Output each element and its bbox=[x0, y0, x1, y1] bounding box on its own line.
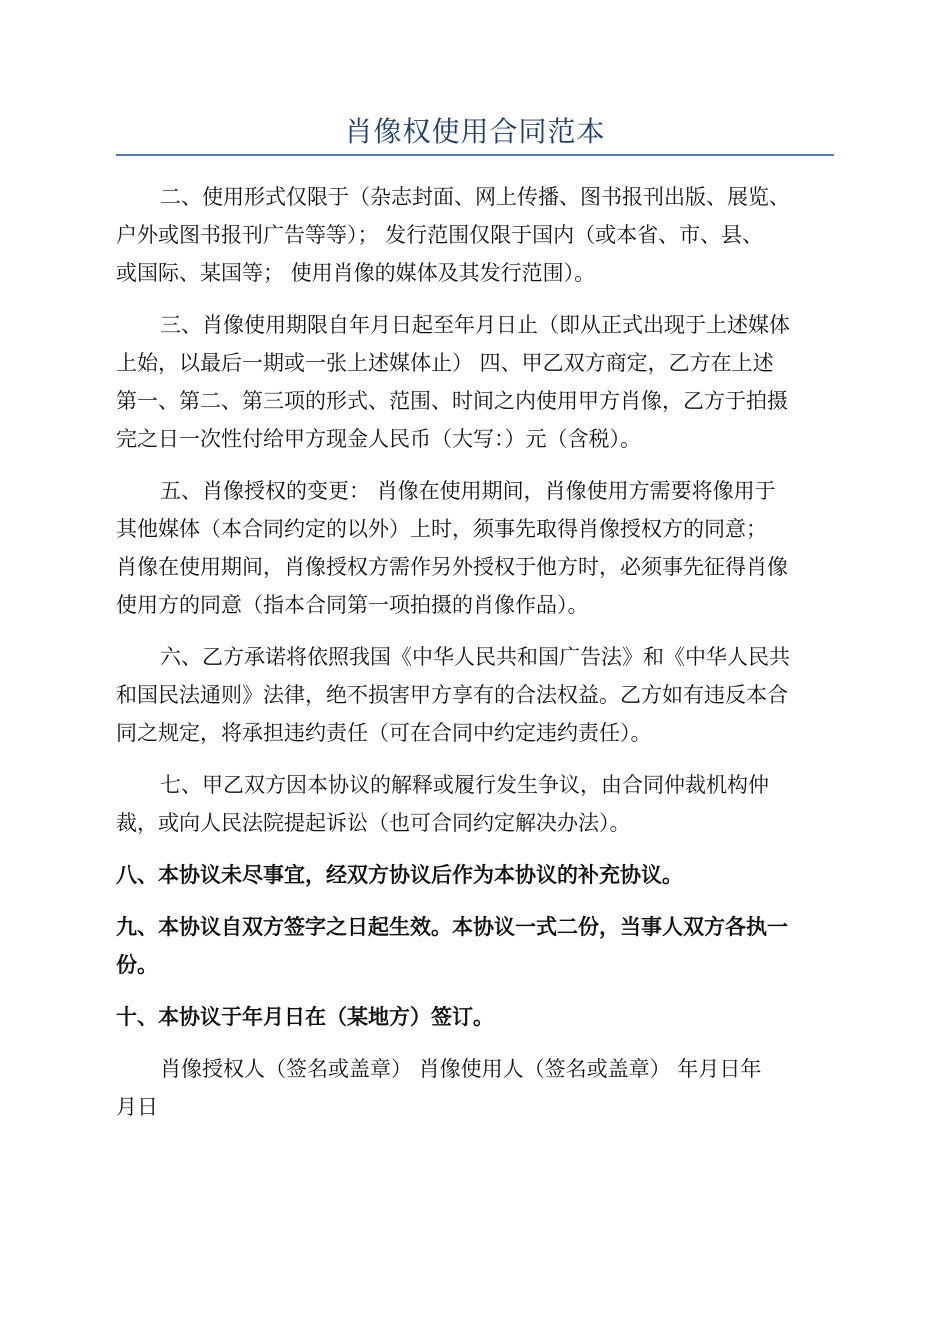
clause-6-line-3: 同之规定，将承担违约责任（可在合同中约定违约责任）。 bbox=[116, 721, 652, 745]
clause-5-line-2: 其他媒体（本合同约定的以外）上时，须事先取得肖像授权方的同意； bbox=[116, 517, 767, 541]
clause-6-line-2: 和国民法通则》法律，绝不损害甲方享有的合法权益。乙方如有违反本合 bbox=[116, 683, 788, 707]
title-underline bbox=[116, 154, 834, 156]
clause-6-paragraph bbox=[116, 638, 834, 752]
clause-5-line-4: 使用方的同意（指本合同第一项拍摄的肖像作品）。 bbox=[116, 593, 589, 617]
clause-3-line-1: 三、肖像使用期限自年月日起至年月日止（即从正式出现于上述媒体 bbox=[160, 313, 790, 337]
signature-line-1: 肖像授权人（签名或盖章） 肖像使用人（签名或盖章） 年月日年 bbox=[160, 1057, 762, 1081]
document-title: 肖像权使用合同范本 bbox=[344, 115, 606, 148]
clause-9-line-1: 九、本协议自双方签字之日起生效。本协议一式二份，当事人双方各执一 bbox=[116, 915, 788, 939]
clause-8-line-1: 八、本协议未尽事宜，经双方协议后作为本协议的补充协议。 bbox=[116, 863, 683, 887]
clause-7-paragraph bbox=[116, 766, 834, 842]
clause-9-line-2: 份。 bbox=[116, 953, 158, 977]
signature-paragraph bbox=[116, 1050, 834, 1126]
clause-10-line-1: 十、本协议于年月日在（某地方）签订。 bbox=[116, 1005, 494, 1029]
clause-2-paragraph bbox=[116, 178, 834, 292]
clause-5-paragraph bbox=[116, 472, 834, 624]
clause-3-line-4: 完之日一次性付给甲方现金人民币（大写：）元（含税）。 bbox=[116, 427, 641, 451]
signature-line-2: 月日 bbox=[116, 1095, 158, 1119]
document-page bbox=[116, 0, 834, 1126]
clause-8-paragraph bbox=[116, 856, 834, 894]
clause-2-line-1: 二、使用形式仅限于（杂志封面、网上传播、图书报刊出版、展览、 bbox=[160, 185, 790, 209]
clause-5-line-1: 五、肖像授权的变更： 肖像在使用期间，肖像使用方需要将像用于 bbox=[160, 479, 776, 503]
clause-10-paragraph bbox=[116, 998, 834, 1036]
clause-2-line-3: 或国际、某国等； 使用肖像的媒体及其发行范围）。 bbox=[116, 261, 596, 285]
clause-3-4-paragraph bbox=[116, 306, 834, 458]
clause-2-line-2: 户外或图书报刊广告等等）； 发行范围仅限于国内（或本省、市、县、 bbox=[116, 223, 764, 247]
clause-3-line-2: 上始，以最后一期或一张上述媒体止） 四、甲乙双方商定，乙方在上述 bbox=[116, 351, 774, 375]
clause-5-line-3: 肖像在使用期间，肖像授权方需作另外授权于他方时，必须事先征得肖像 bbox=[116, 555, 788, 579]
clause-3-line-3: 第一、第二、第三项的形式、范围、时间之内使用甲方肖像，乙方于拍摄 bbox=[116, 389, 788, 413]
clause-6-line-1: 六、乙方承诺将依照我国《中华人民共和国广告法》和《中华人民共 bbox=[160, 645, 790, 669]
clause-9-paragraph bbox=[116, 908, 834, 984]
clause-7-line-1: 七、甲乙双方因本协议的解释或履行发生争议，由合同仲裁机构仲 bbox=[160, 773, 769, 797]
clause-7-line-2: 裁，或向人民法院提起诉讼（也可合同约定解决办法）。 bbox=[116, 811, 631, 835]
